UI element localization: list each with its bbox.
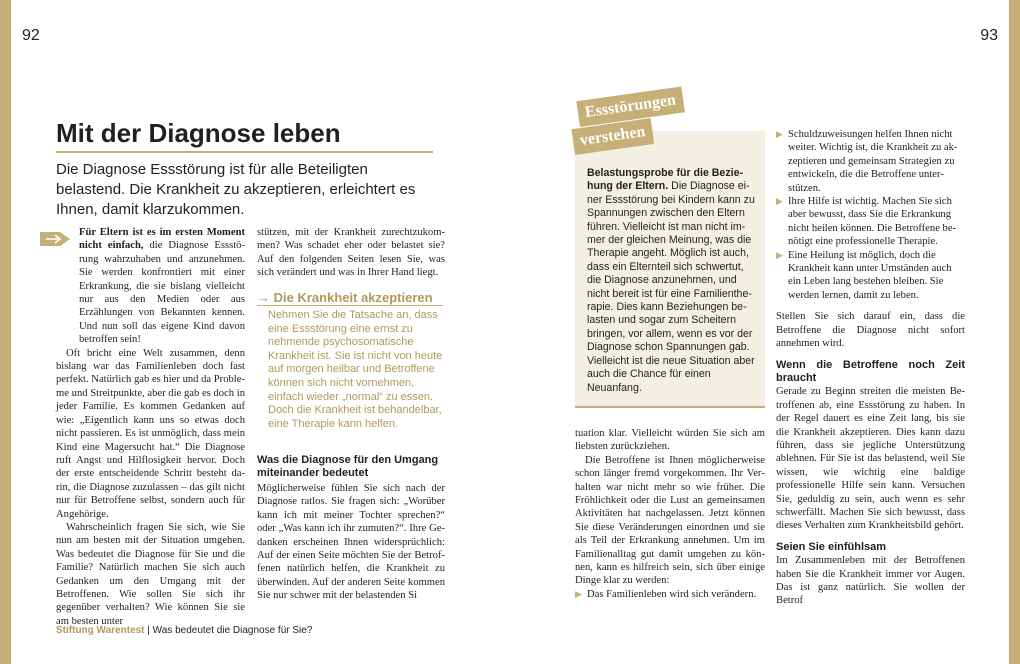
body-column-2-continued — [257, 482, 445, 603]
sidebar-label-line-2: verstehen — [571, 118, 654, 155]
triangle-bullet-icon: ▶ — [776, 129, 783, 139]
paragraph-text: die Diagnose Essstörung wahrzuhaben und anzunehmen. Sie werden konfrontiert mit einer Erkrankung, die sie bislang vielleicht nur aus den Medien oder aus Erzählungen von Bekannten kennen. Und nun soll das eigene Kind davon betroffen sein! — [79, 240, 245, 346]
arrow-right-icon: → — [257, 290, 270, 305]
list-item-text: Ihre Hilfe ist wichtig. Machen Sie sich aber bewusst, dass Sie die Erkrankung nicht heilen können. Die Betroffene benötigt eine professionelle Therapie. — [788, 196, 957, 248]
sidebar-box-body: Die Diagnose einer Essstörung bei Kindern kann zu Spannungen zwischen den Eltern führen. Vielleicht ist man nicht immer der gleichen Meinung, was die Therapie angeht. Möglich ist auch, dass ein Elternteil sich schwertut, die Diagnose anzunehmen, und nicht bereit ist für eine Familientherapie. Dies kann Beziehungen belasten und sogar zum Scheitern bringen, vor allem, wenn es vor der Diagnose schon Spannungen gab. Vielleicht ist die neue Situation aber auch die Chance für einen Neuanfang. — [587, 180, 755, 394]
section-subheading: Was die Diagnose für den Umgang miteinander bedeutet — [257, 454, 439, 480]
paragraph: Möglicherweise fühlen Sie sich nach der Diagnose ratlos. Sie fragen sich: „Worüber kann ich mit meiner Tochter sprechen?“ oder „Was kann ich ihr zumuten?“. Ihre Gedanken erscheinen Ihnen widersprüchlich: Auf der einen Seite möchten Sie der Betroffenen natürlich helfen, die Krankheit zu überwinden. Auf der anderen Seite kommen Sie nur schwer mit der belastenden Si — [257, 483, 445, 602]
body-column-2 — [257, 226, 445, 280]
list-item — [575, 588, 765, 601]
list-item-text: Eine Heilung ist möglich, doch die Krankheit kann unter Umständen auch ein Leben lang bestehen bleiben. Sie werden lernen, damit zu leben. — [788, 249, 952, 301]
paragraph: Oft bricht eine Welt zusammen, denn bislang war das Familienleben doch fast perfekt. Natürlich gab es hier und da Probleme und Streitpunkte, aber die gab es doch in jeder Familie. Es kommen Gedanken auf wie: „Eigentlich kann uns so etwas doch nicht passieren. Es ist unmöglich, dass mein Kind eine Magersucht hat.“ Die Diagnose ruft Angst und Hilflosigkeit hervor. Doch der erste entscheidende Schritt besteht darin, die Diagnose zuzulassen – das gilt nicht nur für Betroffene selbst, sondern auch für Angehörige. — [56, 347, 245, 520]
list-item — [776, 128, 965, 195]
body-column-1 — [56, 226, 245, 628]
section-subheading: Wenn die Betroffene noch Zeit braucht — [776, 358, 965, 384]
paragraph: Wahrscheinlich fragen Sie sich, wie Sie nun am besten mit der Situation umgehen. Was bedeutet die Diagnose für Sie und die Familie? Natürlich machen Sie sich auch Gedanken um den Umgang mit der Betroffenen. Wie sollen Sie sich ihr gegenüber verhalten? Wie können Sie sie am besten unter — [56, 521, 245, 627]
footer-brand: Stiftung Warentest — [56, 625, 145, 636]
info-box-heading — [257, 290, 443, 305]
footer-separator: | — [144, 625, 153, 636]
info-box-text: Nehmen Sie die Tatsache an, dass eine Essstörung eine ernst zu nehmende psychosomatische Krankheit ist. Sie ist nicht von heute auf morgen heilbar und Betroffene können sich nicht vornehmen, einfach wieder „normal“ zu essen. Doch die Krankheit ist behandelbar, eine Therapie kann helfen. — [268, 309, 443, 430]
title-underline — [56, 151, 433, 153]
info-box-heading-text: Die Krankheit akzeptieren — [273, 290, 433, 305]
paragraph: Stellen Sie sich darauf ein, dass die Betroffene die Diagnose nicht sofort annehmen wird. — [776, 311, 965, 350]
footer-chapter-title: Was bedeutet die Diagnose für Sie? — [152, 625, 313, 636]
list-item-text: Schuldzuweisungen helfen Ihnen nicht weiter. Wichtig ist, die Krankheit zu akzeptieren und gemeinsam Strategien zu entwickeln, die die Betroffene unterstützen. — [788, 129, 958, 194]
paragraph: Gerade zu Beginn streiten die meisten Betroffenen ab, eine Essstörung zu haben. In der Regel dauert es eine Zeit lang, bis sie die Krankheit akzeptieren. Dies kann dazu führen, dass sie jegliche Unterstützung ablehnen. Für Sie ist das belastend, weil Sie wissen, wie wichtig eine baldige professionelle Hilfe sein kann. Versuchen Sie, geduldig zu sein, auch wenn es sehr schwerfällt. Machen Sie sich bewusst, dass dieses Verhalten zum Krankheitsbild gehört. — [776, 386, 965, 532]
paragraph: stützen, mit der Krankheit zurechtzukommen? Was schadet eher oder belastet sie? Auf den folgenden Seiten lesen Sie, was sich verändert und was in Ihrer Hand liegt. — [257, 227, 445, 279]
lead-paragraph: Die Diagnose Essstörung ist für alle Beteiligten belastend. Die Krankheit zu akzeptieren, erleichtert es Ihnen, damit klarzukommen. — [56, 161, 416, 218]
list-item — [776, 249, 965, 303]
paragraph: Im Zusammenleben mit der Betroffenen haben Sie die Krankheit immer vor Augen. Das ist ganz natürlich. Sie wollen der Betrof — [776, 555, 965, 607]
triangle-bullet-icon: ▶ — [575, 588, 582, 599]
sidebar-box-text — [587, 167, 755, 395]
sidebar-box-lead-in: Belastungsprobe für die Beziehung der Eltern. — [587, 167, 743, 193]
section-subheading: Seien Sie einfühlsam — [776, 540, 887, 553]
page-title: Mit der Diagnose leben — [56, 118, 341, 148]
list-item-text: Das Familienleben wird sich verändern. — [587, 588, 757, 600]
list-item — [776, 195, 965, 249]
paragraph — [56, 226, 245, 347]
sidebar-label-line-1: Essstörungen — [576, 87, 684, 127]
left-margin-bar — [0, 0, 11, 664]
left-page-number: 92 — [22, 27, 40, 44]
paragraph: tuation klar. Vielleicht würden Sie sich am liebsten zurückziehen. — [575, 428, 765, 453]
triangle-bullet-icon: ▶ — [776, 249, 783, 260]
paragraph-lead-in: Für Eltern ist es im ersten Moment nicht einfach, — [79, 227, 245, 252]
body-column-3 — [575, 427, 765, 601]
right-margin-bar — [1009, 0, 1020, 664]
right-page-number: 93 — [980, 27, 998, 44]
body-column-4 — [776, 128, 965, 608]
triangle-bullet-icon: ▶ — [776, 196, 783, 207]
sidebar-box-bottom-rule — [575, 406, 765, 408]
page-footer — [56, 625, 312, 636]
info-box-rule — [257, 305, 443, 306]
paragraph: Die Betroffene ist Ihnen möglicherweise schon länger fremd vorgekommen. Ihr Verhalten war nicht mehr so wie früher. Die Fröhlichkeit oder die Lust an gemeinsamen Aktivitäten hat nachgelassen. Jetzt können Sie diese Veränderungen einordnen und sie als Teil der Erkrankung annehmen. Um im Familienalltag gut damit umgehen zu können, kann es hilfreich sein, sich über einige Dinge klar zu werden: — [575, 454, 765, 587]
